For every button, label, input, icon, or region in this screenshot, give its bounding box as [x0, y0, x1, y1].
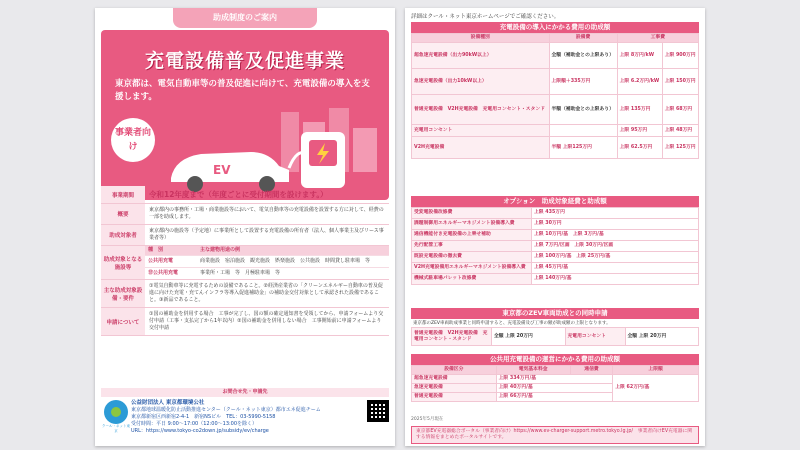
detail-value: 令和12年度まで（年度ごとに受付期間を設けます。）	[149, 190, 328, 199]
section-title: 公共用充電設備の運営にかかる費用の助成額	[411, 354, 699, 365]
organization-name: 公益財団法人 東京都環境公社	[131, 400, 205, 406]
row-value: 上限 68万円	[662, 95, 698, 125]
contact-footer	[101, 388, 389, 440]
facility-type: 非公共用充電	[148, 270, 179, 276]
row-value: 全額（補助金との上限あり）	[549, 43, 617, 69]
detail-label: 事業期間	[101, 186, 145, 203]
row-label: 急速充電設備（出力10kW以上）	[412, 69, 550, 95]
row-value: 上限 66万円/基	[496, 393, 613, 402]
row-label: 充電用コンセント	[565, 328, 625, 346]
equipment-subsidy-table	[411, 33, 699, 159]
issue-date: 2025年5月現在	[411, 417, 444, 422]
facility-examples: 事業所・工場 等 月極駐車場 等	[200, 270, 281, 276]
row-value: 上限 10万円/基 上限 3万円/基	[532, 230, 699, 241]
table-header: 工事費	[617, 34, 698, 43]
table-row	[412, 69, 699, 95]
detail-label: 助成対象者	[101, 225, 145, 245]
table-header: 通信費	[570, 366, 613, 375]
organization-block	[101, 397, 389, 435]
program-title: 充電設備普及促進事業	[144, 50, 345, 72]
row-label: V2H充電設備用エネルギーマネジメント設備導入費	[412, 263, 532, 274]
operation-section	[411, 354, 699, 402]
row-label: 普通充電設備	[412, 393, 497, 402]
table-row	[412, 125, 699, 137]
row-label: 先行配管工事	[412, 241, 532, 252]
table-row	[412, 375, 699, 384]
row-value: 上限 135万円	[617, 95, 662, 125]
organization-hours: 受付時間：平日 9:00〜17:00（12:00〜13:00を除く）	[131, 421, 258, 427]
facility-table-head	[145, 246, 389, 255]
detail-row-period	[101, 186, 389, 204]
row-label: 通信機能付き充電設備の上乗せ補助	[412, 230, 532, 241]
facility-table	[145, 246, 389, 279]
table-header: 設備区分	[412, 366, 497, 375]
detail-value: ①電気自動車等に充電するための設備であること。②経済産業省の「クリーンエネルギー自動車の普及促進に向けた充電・充てんインフラ等導入促進補助金」の補助金交付対象として承認された設備であること。③新品であること。	[149, 283, 383, 303]
row-value: 上限 7万円/区画 上限 30万円/区画	[532, 241, 699, 252]
facility-head-type: 種 別	[148, 247, 164, 253]
row-value: 全額 上限 20万円	[492, 328, 566, 346]
row-value: 上限 48万円	[662, 125, 698, 137]
business-badge: 事業者向け	[111, 118, 155, 162]
option-table	[411, 207, 699, 285]
table-row	[412, 230, 699, 241]
row-value: 半額 上限125万円	[549, 137, 617, 159]
contact-heading: お問合せ先・申請先	[101, 388, 389, 397]
row-label: 機械式駐車場パレット改修費	[412, 274, 532, 285]
cool-net-logo-icon	[104, 400, 128, 424]
table-row	[412, 208, 699, 219]
logo-block	[101, 400, 131, 435]
detail-value: 東京都内の施設等（予定地）に事業所として設置する充電設備の所有者（法人、個人事業主及びリース事業者等）	[149, 228, 384, 241]
row-value: 半額（補助金との上限あり）	[549, 95, 617, 125]
leaflet-front-page	[95, 8, 395, 446]
row-value: 上限 40万円/基	[496, 384, 613, 393]
row-value: 上限 900万円	[662, 43, 698, 69]
program-details	[101, 186, 389, 336]
facility-head-examples: 主な建物用途の例	[200, 247, 241, 253]
row-value: 上限 6.2万円/kW	[617, 69, 662, 95]
detail-label: 申請について	[101, 308, 145, 335]
table-row	[412, 274, 699, 285]
row-value: 上限 30万円	[532, 219, 699, 230]
zev-table	[411, 327, 699, 346]
row-label: 普通充電設備 V2H充電設備 充電用コンセント・スタンド	[412, 328, 492, 346]
program-tab: 助成制度のご案内	[173, 8, 317, 28]
row-label: 急速充電設備	[412, 384, 497, 393]
row-label: 超急速充電設備（出力90kW以上）	[412, 43, 550, 69]
table-header: 設備費	[549, 34, 617, 43]
section-title: オプション 助成対象経費と助成額	[411, 196, 699, 207]
row-value: 上限額＋335万円	[549, 69, 617, 95]
facility-examples: 商業施設 宿泊施設 観光施設 娯楽施設 公共施設 時間貸し駐車場 等	[200, 258, 371, 264]
detail-label: 助成対象となる施設等	[101, 246, 145, 279]
table-row	[412, 263, 699, 274]
ev-label: EV	[213, 163, 231, 177]
operation-table	[411, 365, 699, 402]
zev-section	[411, 308, 699, 346]
row-value: 全額 上限 20万円	[625, 328, 699, 346]
portal-banner[interactable]: 東京都EV充電器総合ポータル（事業者向け）https://www.ev-charger-support.metro.tokyo.lg.jp/ 事業者向けEV充電器に関する情報をまとめたポータルサイトです。	[411, 426, 699, 444]
website-note: 詳細はクール・ネット東京ホームページでご確認ください。	[411, 14, 560, 20]
row-value: 上限 62.5万円	[617, 137, 662, 159]
equipment-subsidy-section	[411, 22, 699, 159]
table-header: 上限額	[613, 366, 699, 375]
organization-text	[131, 400, 321, 435]
table-row	[412, 43, 699, 69]
option-section	[411, 196, 699, 285]
logo-caption: クール・ネット東京	[102, 424, 130, 433]
table-header-row	[412, 34, 699, 43]
section-title: 充電設備の導入にかかる費用の助成額	[411, 22, 699, 33]
qr-code-icon	[367, 400, 389, 422]
row-label: V2H充電設備	[412, 137, 550, 159]
table-row	[412, 328, 699, 346]
ev-charging-illustration	[161, 108, 381, 198]
building-icon	[353, 128, 377, 172]
detail-label: 概要	[101, 204, 145, 224]
row-label: 充電用コンセント	[412, 125, 550, 137]
table-header: 電気基本料金	[496, 366, 570, 375]
row-label: 課題制御用エネルギーマネジメント設備導入費	[412, 219, 532, 230]
row-value: 上限 8万円/kW	[617, 43, 662, 69]
detail-row-requirements	[101, 280, 389, 308]
row-value: 上限 45万円/基	[532, 263, 699, 274]
detail-row-apply	[101, 308, 389, 336]
detail-value: 東京都内の事務所・工場・商業施設等において、電気自動車等の充電設備を設置する方に対して、経費の一部を助成します。	[149, 207, 384, 220]
detail-row-eligible	[101, 225, 389, 246]
table-row	[412, 95, 699, 125]
detail-label: 主な助成対象設備・要件	[101, 280, 145, 307]
table-header-row	[412, 366, 699, 375]
table-row	[412, 252, 699, 263]
detail-row-overview	[101, 204, 389, 225]
leaflet-back-page	[405, 8, 705, 446]
table-header: 設備種別	[412, 34, 550, 43]
row-value: 上限 435万円	[532, 208, 699, 219]
zev-note: 東京都のZEV車両助成事業と同時申請すると、充電設備及び工事の額が助成額の上限となります。	[413, 321, 611, 326]
row-value: 上限 100万円/基 上限 25万円/基	[532, 252, 699, 263]
hero-banner	[101, 30, 389, 200]
row-value: 上限 140万円/基	[532, 274, 699, 285]
facility-row	[145, 267, 389, 279]
row-label: 超急速充電設備	[412, 375, 497, 384]
row-value: 上限 125万円	[662, 137, 698, 159]
table-row	[412, 137, 699, 159]
table-row	[412, 241, 699, 252]
facility-row	[145, 255, 389, 267]
row-label: 受変電設備改修費	[412, 208, 532, 219]
program-subtitle: 東京都は、電気自動車等の普及促進に向けて、充電設備の導入を支援します。	[115, 79, 370, 102]
row-value: 上限 62万円/基	[613, 375, 699, 402]
row-value: 上限 334万円/基	[496, 375, 613, 384]
row-value	[549, 125, 617, 137]
organization-address: 東京都新宿区西新宿2-4-1 新宿NSビル TEL：03-5990-5158	[131, 414, 276, 420]
row-value: 上限 95万円	[617, 125, 662, 137]
organization-dept: 東京都地球温暖化防止活動推進センター（クール・ネット東京）都市エネ促進チーム	[131, 407, 321, 413]
row-label: 既設充電設備の撤去費	[412, 252, 532, 263]
table-row	[412, 219, 699, 230]
organization-url[interactable]: URL：https://www.tokyo-co2down.jp/subsidy/ev/charge	[131, 428, 269, 434]
facility-type: 公共用充電	[148, 258, 174, 264]
detail-row-facilities	[101, 246, 389, 280]
section-title: 東京都のZEV車両助成との同時申請	[411, 308, 699, 319]
row-value: 上限 150万円	[662, 69, 698, 95]
row-label: 普通充電設備 V2H充電設備 充電用コンセント・スタンド	[412, 95, 550, 125]
detail-value: ①国の補助金を併用する場合 工事が完了し、国の額の確定通知書を受領してから、申請フォームより交付申請（工事・支払完了から1年以内）②国の補助金を併用しない場合 工事開始前に申請フォームより交付申請	[149, 311, 384, 331]
